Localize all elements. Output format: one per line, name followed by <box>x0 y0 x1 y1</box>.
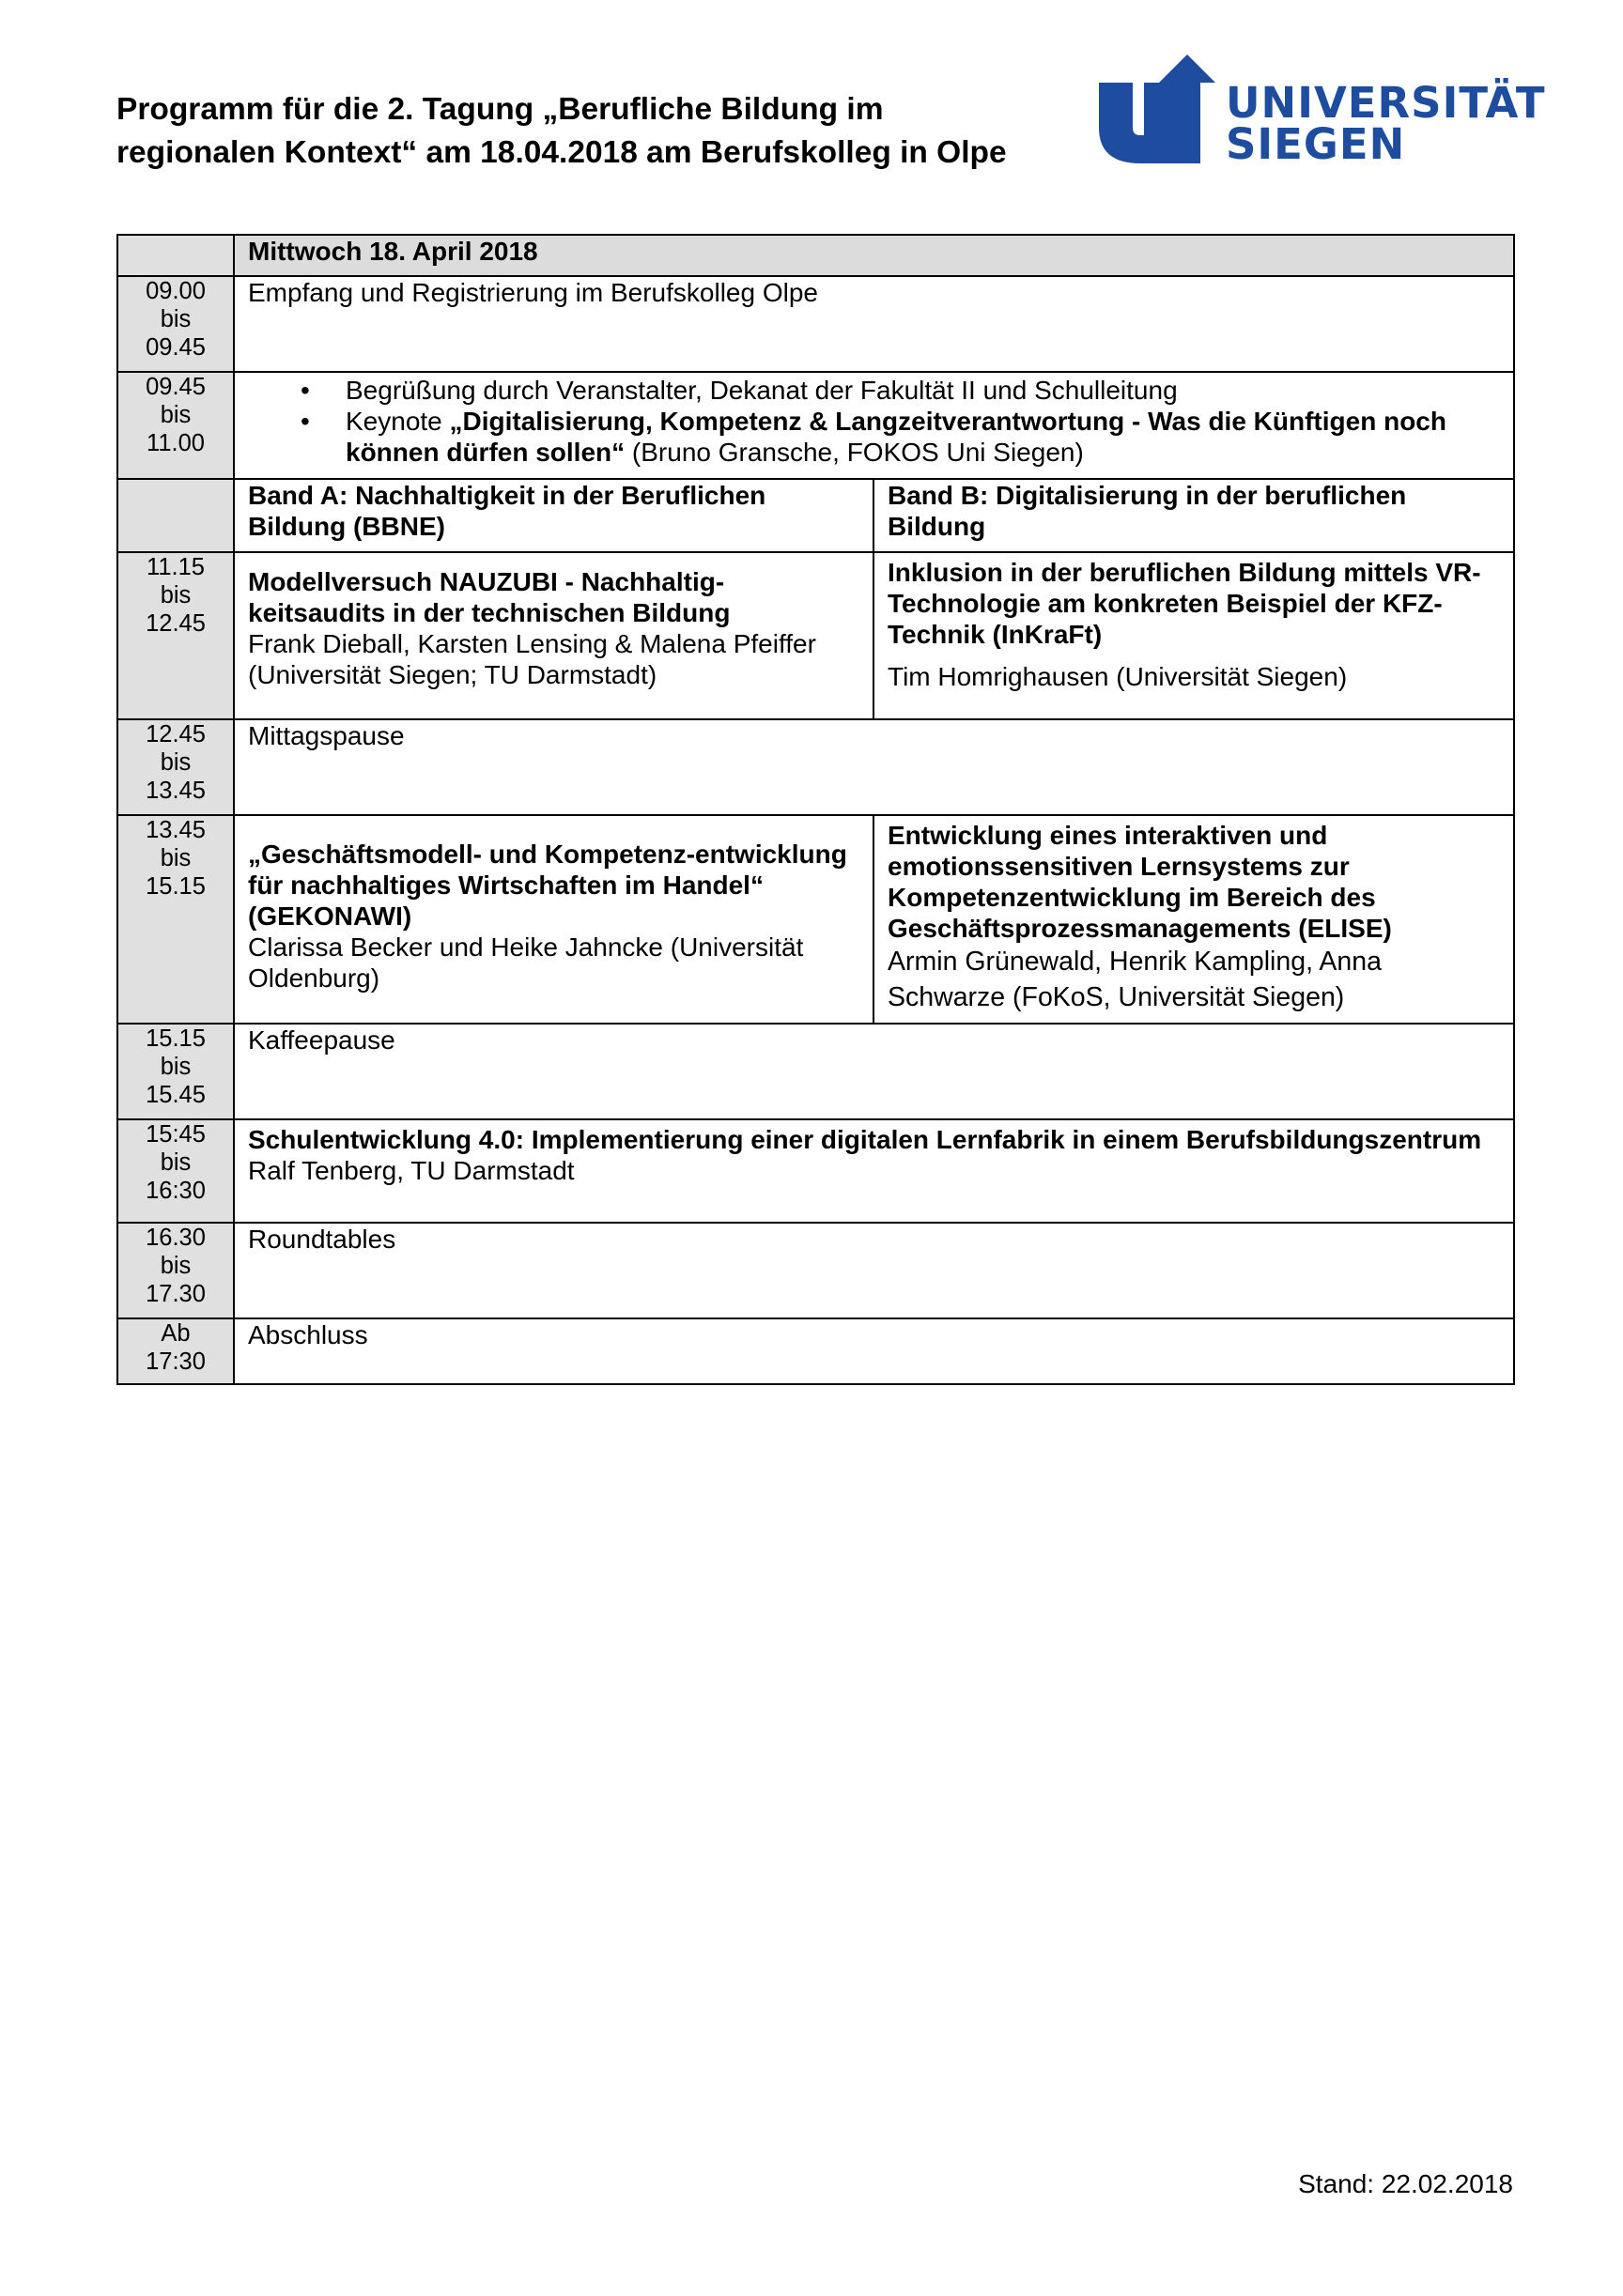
logo-text-universitaet: UNIVERSITÄT <box>1226 78 1546 128</box>
session-authors: Tim Homrighausen (Universität Siegen) <box>888 662 1348 691</box>
time-cell: 11.15 bis 12.45 <box>117 552 234 719</box>
table-row <box>117 719 1514 815</box>
time-cell: 13.45 bis 15.15 <box>117 815 234 1024</box>
band-b-header: Band B: Digitalisierung in der beruflichen Bildung <box>873 479 1514 552</box>
keynote-title: „Digitalisierung, Kompetenz & Langzeitverantwortung - Was die Künftigen noch können dürfen sollen“ <box>346 407 1446 467</box>
opening-session <box>234 372 1514 479</box>
band-a-session <box>234 552 873 719</box>
band-a-header: Band A: Nachhaltigkeit in der Beruflichen Bildung (BBNE) <box>234 479 873 552</box>
title-line-1: Programm für die 2. Tagung „Berufliche Bildung im <box>116 92 884 127</box>
session-authors: Frank Dieball, Karsten Lensing & Malena Pfeiffer (Universität Siegen; TU Darmstadt) <box>248 629 816 689</box>
table-row <box>117 1119 1514 1223</box>
session-authors: Clarissa Becker und Heike Jahncke (Universität Oldenburg) <box>248 932 804 993</box>
list-item: • Keynote „Digitalisierung, Kompetenz & Langzeitverantwortung - Was die Künftigen noch können dürfen sollen“ (Bruno Gransche, FOKOS Uni Siegen) <box>248 406 1500 468</box>
session-text: Abschluss <box>234 1318 1514 1384</box>
session-text: Empfang und Registrierung im Berufskolleg Olpe <box>234 276 1514 372</box>
university-logo <box>1099 47 1546 169</box>
time-cell: 15:45 bis 16:30 <box>117 1119 234 1223</box>
time-cell: 12.45 bis 13.45 <box>117 719 234 815</box>
table-row <box>117 1223 1514 1318</box>
logo-arrow-icon <box>1099 47 1221 163</box>
session-text: Kaffeepause <box>234 1024 1514 1119</box>
page-title <box>116 88 1093 175</box>
table-row <box>117 1318 1514 1384</box>
session-title: Modellversuch NAUZUBI - Nachhaltig-keitsaudits in der technischen Bildung <box>248 567 731 627</box>
logo-text-siegen: SIEGEN <box>1226 119 1406 169</box>
day-header: Mittwoch 18. April 2018 <box>234 235 1514 276</box>
title-line-2: regionalen Kontext“ am 18.04.2018 am Berufskolleg in Olpe <box>116 135 1007 170</box>
table-row <box>117 1024 1514 1119</box>
band-b-session <box>873 815 1514 1024</box>
time-cell: 15.15 bis 15.45 <box>117 1024 234 1119</box>
session-title: Entwicklung eines interaktiven und emotionssensitiven Lernsystems zur Kompetenzentwicklung im Bereich des Geschäftsprozessmanagements (ELISE) <box>888 821 1392 943</box>
time-cell: 09.45 bis 11.00 <box>117 372 234 479</box>
time-cell-empty <box>117 479 234 552</box>
time-cell: 09.00 bis 09.45 <box>117 276 234 372</box>
session-title: Schulentwicklung 4.0: Implementierung einer digitalen Lernfabrik in einem Berufsbildungszentrum <box>248 1125 1482 1154</box>
band-header-row <box>117 479 1514 552</box>
program-table <box>116 234 1515 1385</box>
table-row <box>117 815 1514 1024</box>
table-row <box>117 552 1514 719</box>
session-text: Mittagspause <box>234 719 1514 815</box>
session-authors: Armin Grünewald, Henrik Kampling, Anna Schwarze (FoKoS, Universität Siegen) <box>888 947 1382 1012</box>
time-cell-empty <box>117 235 234 276</box>
table-row <box>117 372 1514 479</box>
list-item: • Begrüßung durch Veranstalter, Dekanat der Fakultät II und Schulleitung <box>248 375 1500 406</box>
band-a-session <box>234 815 873 1024</box>
time-cell: Ab 17:30 <box>117 1318 234 1384</box>
opening-list <box>248 375 1500 468</box>
table-row <box>117 276 1514 372</box>
session-title: Inklusion in der beruflichen Bildung mittels VR-Technologie am konkreten Beispiel der KFZ-Technik (InKraFt) <box>888 558 1481 649</box>
document-status-date: Stand: 22.02.2018 <box>1298 2169 1513 2198</box>
session-title: „Geschäftsmodell- und Kompetenz-entwicklung für nachhaltiges Wirtschaften im Handel“ (GEKONAWI) <box>248 840 847 931</box>
time-cell: 16.30 bis 17.30 <box>117 1223 234 1318</box>
band-b-session <box>873 552 1514 719</box>
session-text: Roundtables <box>234 1223 1514 1318</box>
session-authors: Ralf Tenberg, TU Darmstadt <box>248 1156 575 1185</box>
table-header-row <box>117 235 1514 276</box>
plenary-session <box>234 1119 1514 1223</box>
